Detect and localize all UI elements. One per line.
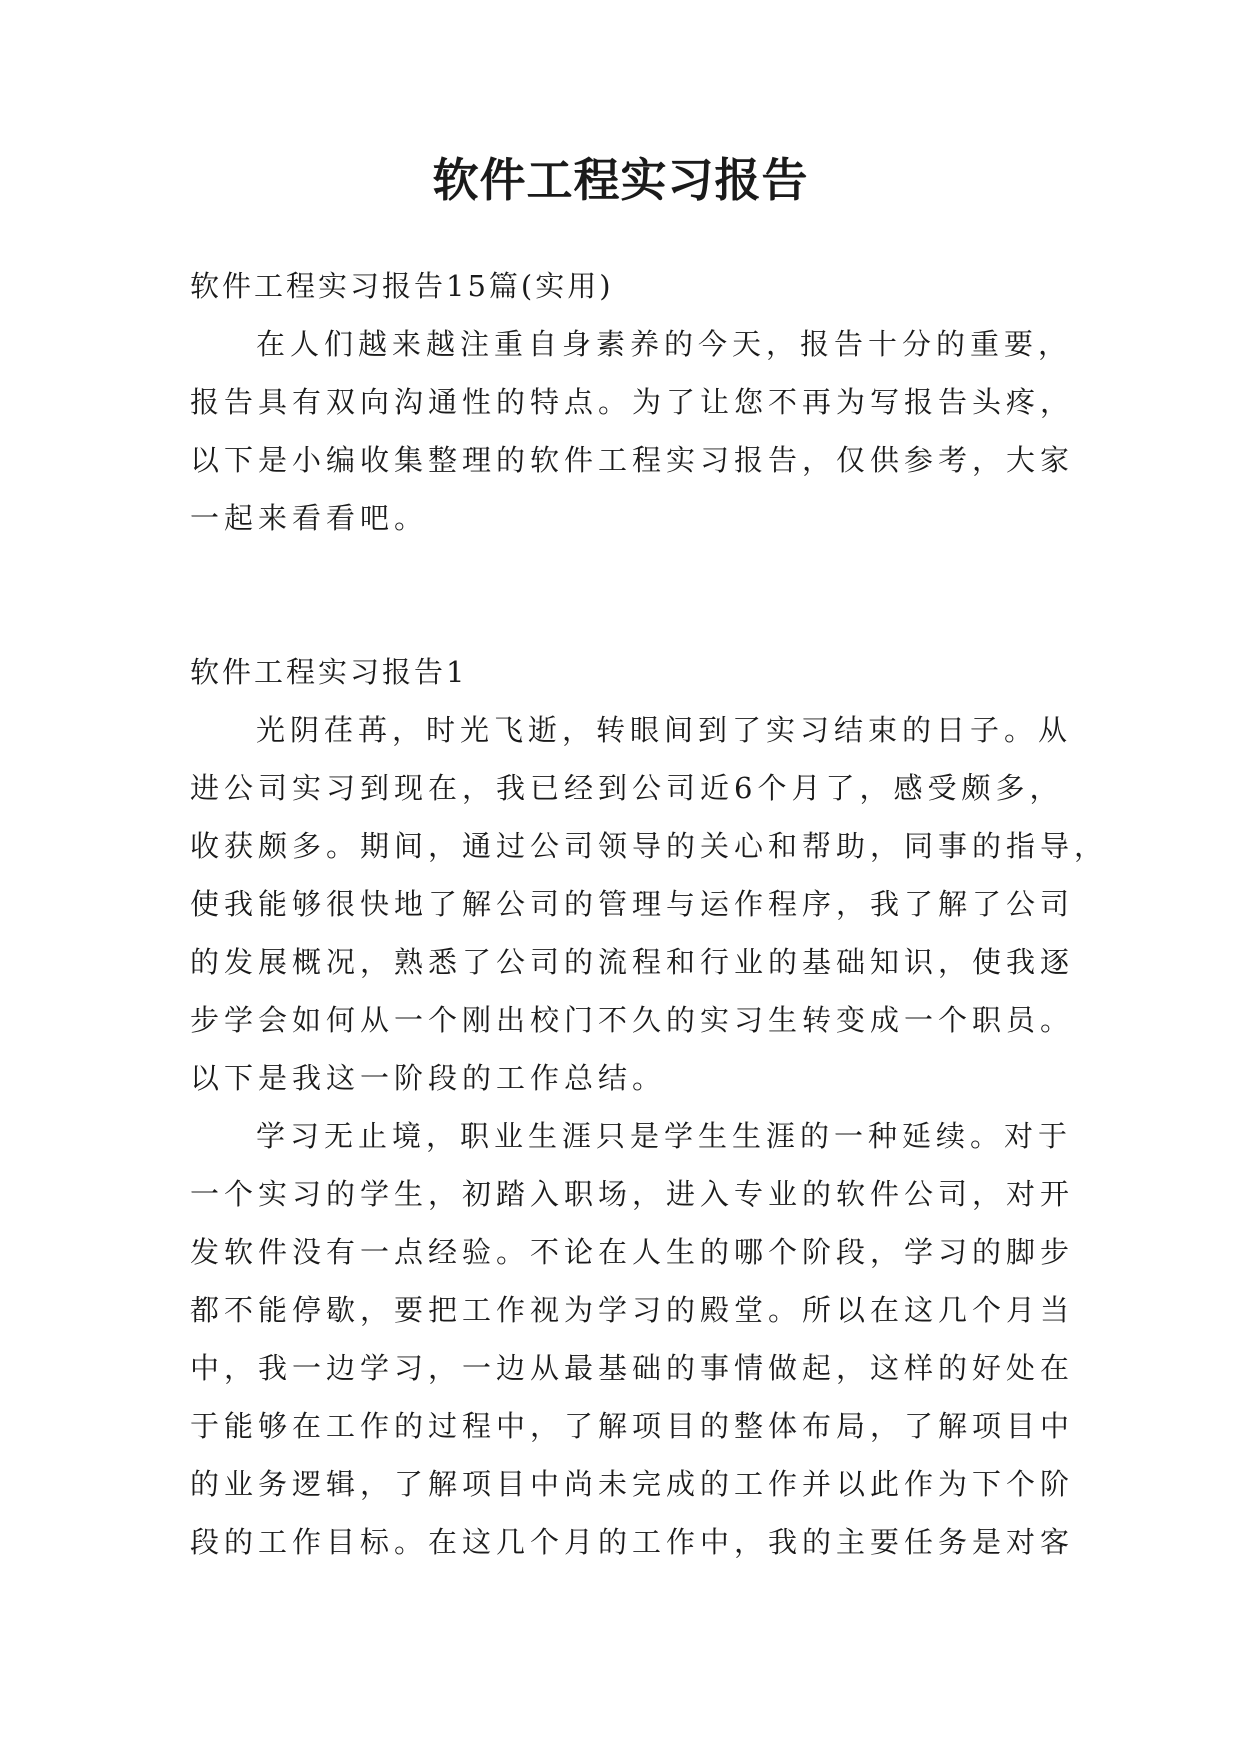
document-title: 软件工程实习报告 — [432, 153, 809, 207]
text-line: 的业务逻辑，了解项目中尚未完成的工作并以此作为下个阶 — [190, 1467, 1075, 1501]
text-line: 使我能够很快地了解公司的管理与运作程序，我了解了公司 — [190, 887, 1075, 921]
text-line: 一个实习的学生，初踏入职场，进入专业的软件公司，对开 — [190, 1177, 1075, 1211]
document-subtitle: 软件工程实习报告15篇(实用) — [190, 269, 614, 303]
text-line: 发软件没有一点经验。不论在人生的哪个阶段，学习的脚步 — [190, 1235, 1075, 1269]
text-line: 收获颇多。期间，通过公司领导的关心和帮助，同事的指导， — [190, 829, 1109, 863]
document-body — [190, 257, 1109, 1571]
text-line: 以下是我这一阶段的工作总结。 — [190, 1061, 667, 1095]
paragraph-2 — [190, 1107, 1075, 1571]
text-line: 中，我一边学习，一边从最基础的事情做起，这样的好处在 — [190, 1351, 1075, 1385]
text-line: 进公司实习到现在，我已经到公司近6个月了，感受颇多， — [190, 771, 1064, 805]
text-line: 光阴荏苒，时光飞逝，转眼间到了实习结束的日子。从 — [256, 713, 1073, 747]
text-line: 都不能停歇，要把工作视为学习的殿堂。所以在这几个月当 — [190, 1293, 1075, 1327]
text-line: 的发展概况，熟悉了公司的流程和行业的基础知识，使我逐 — [190, 945, 1075, 979]
section-spacer — [190, 547, 1065, 643]
text-line: 于能够在工作的过程中，了解项目的整体布局，了解项目中 — [190, 1409, 1075, 1443]
text-line: 步学会如何从一个刚出校门不久的实习生转变成一个职员。 — [190, 1003, 1075, 1037]
section-heading: 软件工程实习报告1 — [190, 655, 468, 689]
text-line: 一起来看看吧。 — [190, 501, 429, 535]
text-line: 段的工作目标。在这几个月的工作中，我的主要任务是对客 — [190, 1525, 1075, 1559]
text-line: 学习无止境，职业生涯只是学生生涯的一种延续。对于 — [256, 1119, 1073, 1153]
paragraph-1 — [190, 701, 1109, 1107]
text-line: 报告具有双向沟通性的特点。为了让您不再为写报告头疼， — [190, 385, 1075, 419]
text-line: 在人们越来越注重自身素养的今天，报告十分的重要， — [256, 327, 1073, 361]
text-line: 以下是小编收集整理的软件工程实习报告，仅供参考，大家 — [190, 443, 1075, 477]
intro-paragraph — [190, 315, 1075, 547]
